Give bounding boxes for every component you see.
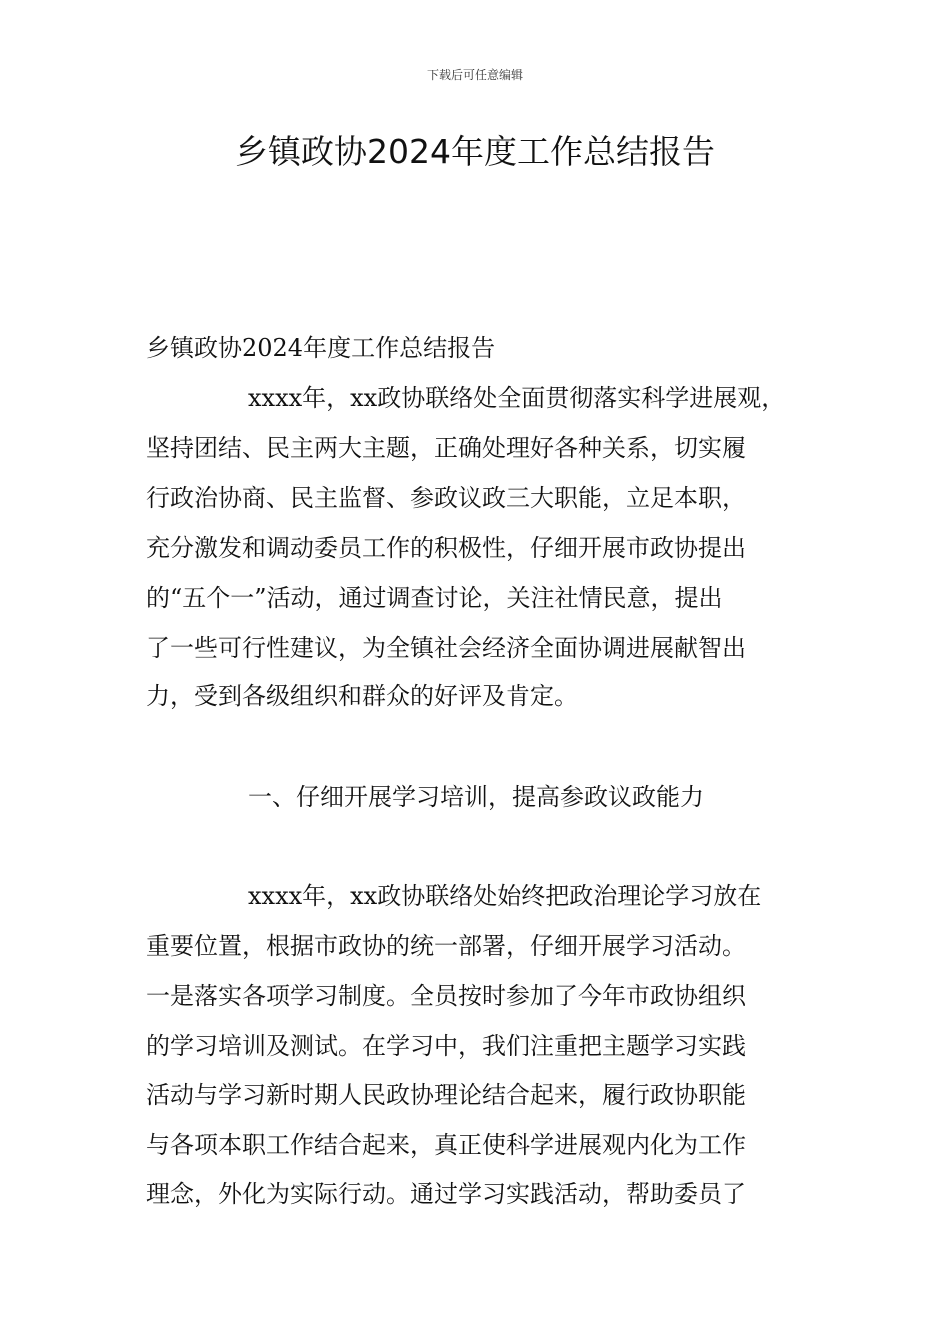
body-line: 活动与学习新时期人民政协理论结合起来，履行政协职能 bbox=[146, 1081, 746, 1109]
document-title: 乡镇政协2024年度工作总结报告 bbox=[235, 132, 715, 171]
body-line: 的“五个一”活动，通过调查讨论，关注社情民意，提出 bbox=[146, 584, 723, 612]
body-line: 重要位置，根据市政协的统一部署，仔细开展学习活动。 bbox=[146, 932, 746, 960]
body-line: 与各项本职工作结合起来，真正使科学进展观内化为工作 bbox=[146, 1131, 746, 1159]
body-line: xxxx年，xx政协联络处始终把政治理论学习放在 bbox=[248, 882, 762, 910]
body-line: 一是落实各项学习制度。全员按时参加了今年市政协组织 bbox=[146, 982, 746, 1010]
header-note: 下载后可任意编辑 bbox=[426, 68, 523, 82]
body-line: 力，受到各级组织和群众的好评及肯定。 bbox=[146, 682, 578, 710]
body-line: 充分激发和调动委员工作的积极性，仔细开展市政协提出 bbox=[146, 534, 746, 562]
body-line: xxxx年，xx政协联络处全面贯彻落实科学进展观， bbox=[248, 384, 786, 412]
body-line: 了一些可行性建议，为全镇社会经济全面协调进展献智出 bbox=[146, 634, 746, 662]
body-line: 的学习培训及测试。在学习中，我们注重把主题学习实践 bbox=[146, 1032, 746, 1060]
body-line: 坚持团结、民主两大主题，正确处理好各种关系，切实履 bbox=[146, 434, 746, 462]
section-heading: 一、仔细开展学习培训，提高参政议政能力 bbox=[248, 783, 704, 811]
body-line: 乡镇政协2024年度工作总结报告 bbox=[146, 334, 496, 362]
body-line: 理念，外化为实际行动。通过学习实践活动，帮助委员了 bbox=[146, 1180, 746, 1208]
body-line: 行政治协商、民主监督、参政议政三大职能，立足本职， bbox=[146, 484, 746, 512]
